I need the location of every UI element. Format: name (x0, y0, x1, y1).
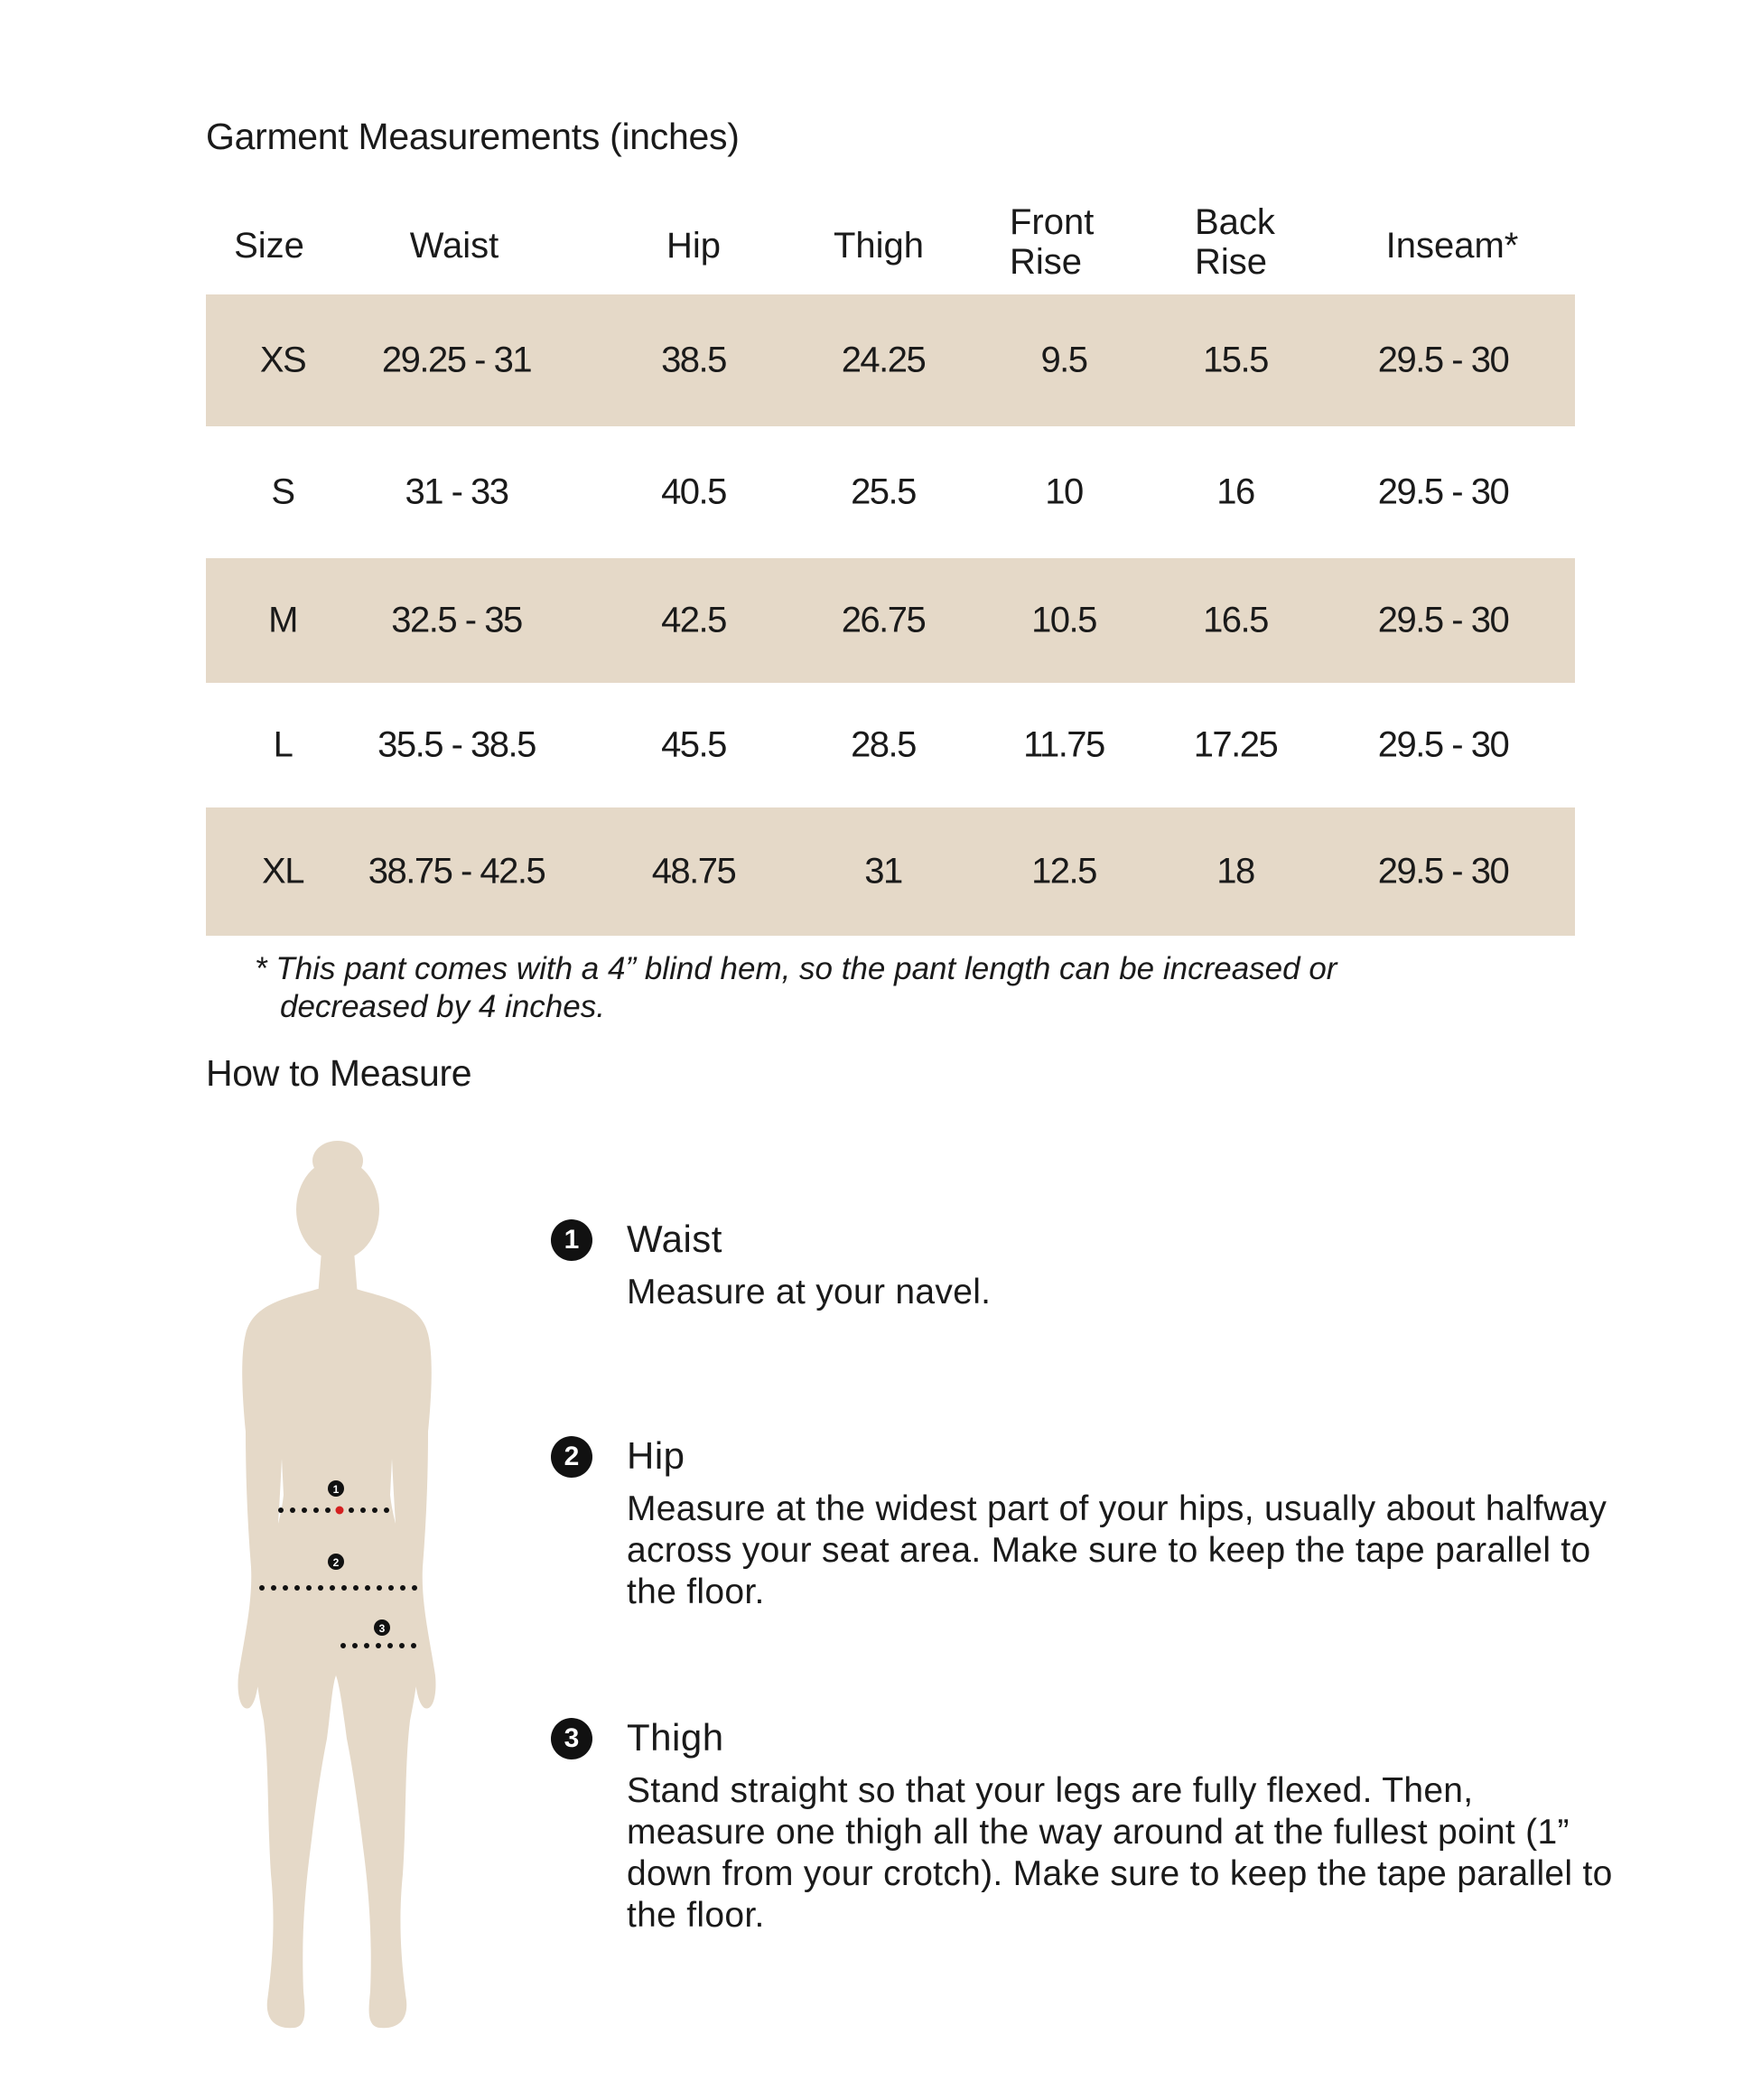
instruction-title: Hip (627, 1434, 685, 1477)
cell-hip: 48.75 (651, 851, 736, 891)
step-number-1: 1 (551, 1219, 592, 1261)
table-header-row (206, 190, 1575, 294)
cell-back-rise: 16 (1216, 471, 1254, 512)
step-number-2: 2 (551, 1436, 592, 1478)
cell-waist: 35.5 - 38.5 (377, 724, 536, 765)
cell-inseam: 29.5 - 30 (1377, 851, 1509, 891)
cell-inseam: 29.5 - 30 (1377, 340, 1509, 380)
cell-front-rise: 10 (1045, 471, 1083, 512)
cell-inseam: 29.5 - 30 (1377, 600, 1509, 640)
header-hip: Hip (666, 226, 722, 266)
table-row-xs (206, 294, 1575, 426)
marker-2 (328, 1554, 344, 1570)
cell-back-rise: 15.5 (1203, 340, 1268, 380)
cell-front-rise: 12.5 (1031, 851, 1096, 891)
instruction-description: Measure at your navel. (627, 1273, 992, 1311)
header-back-rise-line1: Back (1195, 202, 1275, 242)
cell-hip: 38.5 (661, 340, 726, 380)
cell-hip: 40.5 (661, 471, 726, 512)
header-front-rise-line2: Rise (1010, 242, 1083, 282)
cell-size: M (268, 600, 297, 640)
header-front-rise-line1: Front (1010, 202, 1095, 242)
footnote-line2: decreased by 4 inches. (280, 989, 605, 1024)
cell-thigh: 31 (864, 851, 902, 891)
cell-thigh: 28.5 (851, 724, 916, 765)
cell-front-rise: 10.5 (1031, 600, 1096, 640)
header-back-rise-line2: Rise (1195, 242, 1268, 282)
cell-waist: 38.75 - 42.5 (368, 851, 545, 891)
cell-front-rise: 9.5 (1040, 340, 1087, 380)
cell-size: S (271, 471, 294, 512)
cell-back-rise: 18 (1216, 851, 1254, 891)
step-number-3: 3 (551, 1718, 592, 1759)
size-chart-table (206, 190, 1575, 936)
table-row-l (206, 683, 1575, 807)
marker-1-label: 1 (332, 1483, 340, 1496)
cell-front-rise: 11.75 (1023, 724, 1104, 765)
table-row-s (206, 426, 1575, 558)
instruction-title: Waist (627, 1218, 722, 1260)
cell-hip: 45.5 (661, 724, 726, 765)
header-waist: Waist (409, 226, 499, 266)
body-silhouette (238, 1141, 436, 2028)
header-thigh: Thigh (833, 226, 925, 266)
instruction-description: Stand straight so that your legs are fully flexed. Then, measure one thigh all the way around at the fullest point (1” down from your crotch). Make sure to keep the tape parallel to the floor. (627, 1771, 1613, 1935)
table-row-m (206, 558, 1575, 683)
instruction-description: Measure at the widest part of your hips, usually about halfway across your seat area. Make sure to keep the tape parallel to the floor. (627, 1489, 1607, 1611)
marker-3-label: 3 (378, 1622, 386, 1635)
cell-waist: 32.5 - 35 (391, 600, 522, 640)
cell-inseam: 29.5 - 30 (1377, 724, 1509, 765)
cell-hip: 42.5 (661, 600, 726, 640)
cell-size: XS (259, 340, 306, 380)
footnote-line1: * This pant comes with a 4” blind hem, so the pant length can be increased or (255, 951, 1337, 986)
cell-thigh: 26.75 (841, 600, 926, 640)
cell-back-rise: 16.5 (1203, 600, 1268, 640)
body-silhouette-figure (206, 1134, 477, 2046)
garment-measurements-title: Garment Measurements (inches) (206, 116, 740, 157)
marker-1 (328, 1480, 344, 1497)
table-row-xl (206, 807, 1575, 936)
header-back-rise (1195, 202, 1312, 282)
marker-2-label: 2 (332, 1556, 340, 1569)
cell-waist: 29.25 - 31 (381, 340, 532, 380)
waist-navel-marker (336, 1507, 344, 1515)
cell-thigh: 24.25 (841, 340, 926, 380)
cell-size: L (273, 724, 293, 765)
cell-back-rise: 17.25 (1193, 724, 1278, 765)
header-front-rise (1010, 202, 1127, 282)
marker-3 (374, 1619, 390, 1636)
instruction-title: Thigh (627, 1716, 724, 1759)
header-inseam: Inseam* (1385, 226, 1519, 266)
cell-size: XL (262, 851, 303, 891)
cell-waist: 31 - 33 (405, 471, 508, 512)
header-size: Size (234, 226, 304, 266)
cell-thigh: 25.5 (851, 471, 916, 512)
cell-inseam: 29.5 - 30 (1377, 471, 1509, 512)
how-to-measure-title: How to Measure (206, 1052, 472, 1094)
inseam-footnote (255, 950, 1555, 1026)
